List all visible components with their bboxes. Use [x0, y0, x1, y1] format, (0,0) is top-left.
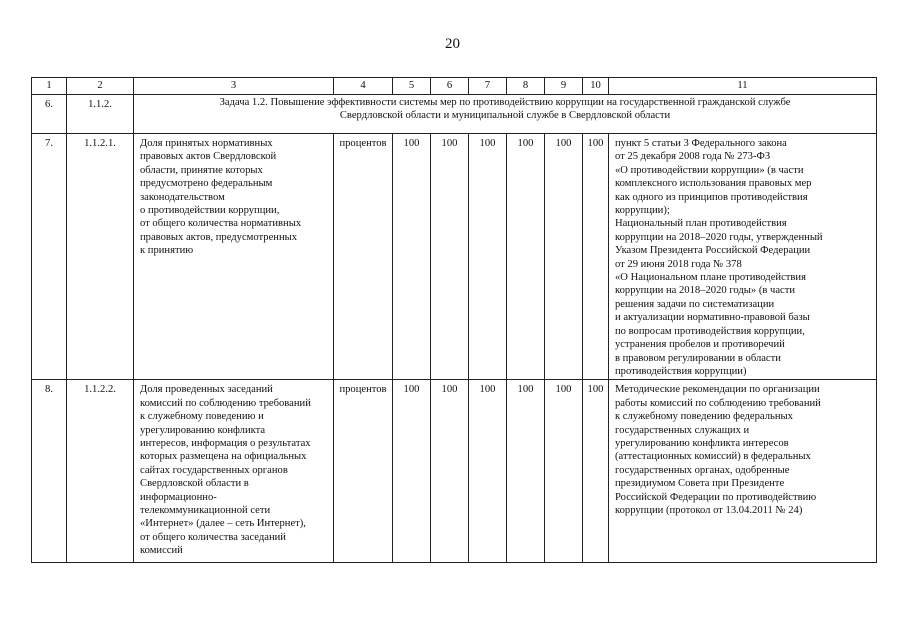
row-number: 8.: [32, 380, 67, 563]
table-row: [32, 134, 877, 380]
header-cell: 10: [583, 78, 609, 95]
unit-cell: процентов: [334, 134, 393, 380]
indicators-table: [31, 77, 877, 563]
value-cell: 100: [545, 380, 583, 563]
value-cell: 100: [507, 134, 545, 380]
row-code: 1.1.2.1.: [67, 134, 134, 380]
header-row: [32, 78, 877, 95]
header-cell: 2: [67, 78, 134, 95]
page-number: 20: [445, 36, 460, 52]
task-title: Задача 1.2. Повышение эффективности системы мер по противодействию коррупции на государственной гражданской службе Свердловской области и муниципальной службе в Свердловской области: [134, 95, 877, 134]
header-cell: 9: [545, 78, 583, 95]
value-cell: 100: [507, 380, 545, 563]
unit-cell: процентов: [334, 380, 393, 563]
value-cell: 100: [431, 134, 469, 380]
value-cell: 100: [431, 380, 469, 563]
header-cell: 8: [507, 78, 545, 95]
row-code: 1.1.2.2.: [67, 380, 134, 563]
row-number: 6.: [32, 95, 67, 134]
value-cell: 100: [545, 134, 583, 380]
value-cell: 100: [393, 134, 431, 380]
value-cell: 100: [469, 134, 507, 380]
indicator-name: Доля принятых нормативных правовых актов Свердловской области, принятие которых предусмотрено федеральным законодательством о противодействии коррупции, от общего количества нормативных правовых актов, предусмотренных к принятию: [134, 134, 334, 380]
header-cell: 1: [32, 78, 67, 95]
row-code: 1.1.2.: [67, 95, 134, 134]
header-cell: 11: [609, 78, 877, 95]
indicator-name: Доля проведенных заседаний комиссий по соблюдению требований к служебному поведению и урегулированию конфликта интересов, информация о результатах которых размещена на официальных сайтах государственных органов Свердловской области в информационно- телекоммуникационной сети «Интернет» (далее – сеть Интернет), от общего количества заседаний комиссий: [134, 380, 334, 563]
header-cell: 3: [134, 78, 334, 95]
basis-cell: пункт 5 статьи 3 Федерального закона от 25 декабря 2008 года № 273-ФЗ «О противодействии коррупции» (в части комплексного использования правовых мер как одного из принципов противодействия коррупции); Национальный план противодействия коррупции на 2018–2020 годы, утвержденный Указом Президента Российской Федерации от 29 июня 2018 года № 378 «О Национальном плане противодействия коррупции на 2018–2020 годы» (в части решения задачи по систематизации и актуализации нормативно-правовой базы по вопросам противодействия коррупции, устранения пробелов и противоречий в правовом регулировании в области противодействия коррупции): [609, 134, 877, 380]
header-cell: 6: [431, 78, 469, 95]
value-cell: 100: [583, 380, 609, 563]
value-cell: 100: [469, 380, 507, 563]
task-row: [32, 95, 877, 134]
header-cell: 7: [469, 78, 507, 95]
table-row: [32, 380, 877, 563]
row-number: 7.: [32, 134, 67, 380]
header-cell: 5: [393, 78, 431, 95]
header-cell: 4: [334, 78, 393, 95]
basis-cell: Методические рекомендации по организации работы комиссий по соблюдению требований к служебному поведению федеральных государственных служащих и урегулированию конфликта интересов (аттестационных комиссий) в федеральных государственных органах, одобренные президиумом Совета при Президенте Российской Федерации по противодействию коррупции (протокол от 13.04.2011 № 24): [609, 380, 877, 563]
value-cell: 100: [393, 380, 431, 563]
value-cell: 100: [583, 134, 609, 380]
